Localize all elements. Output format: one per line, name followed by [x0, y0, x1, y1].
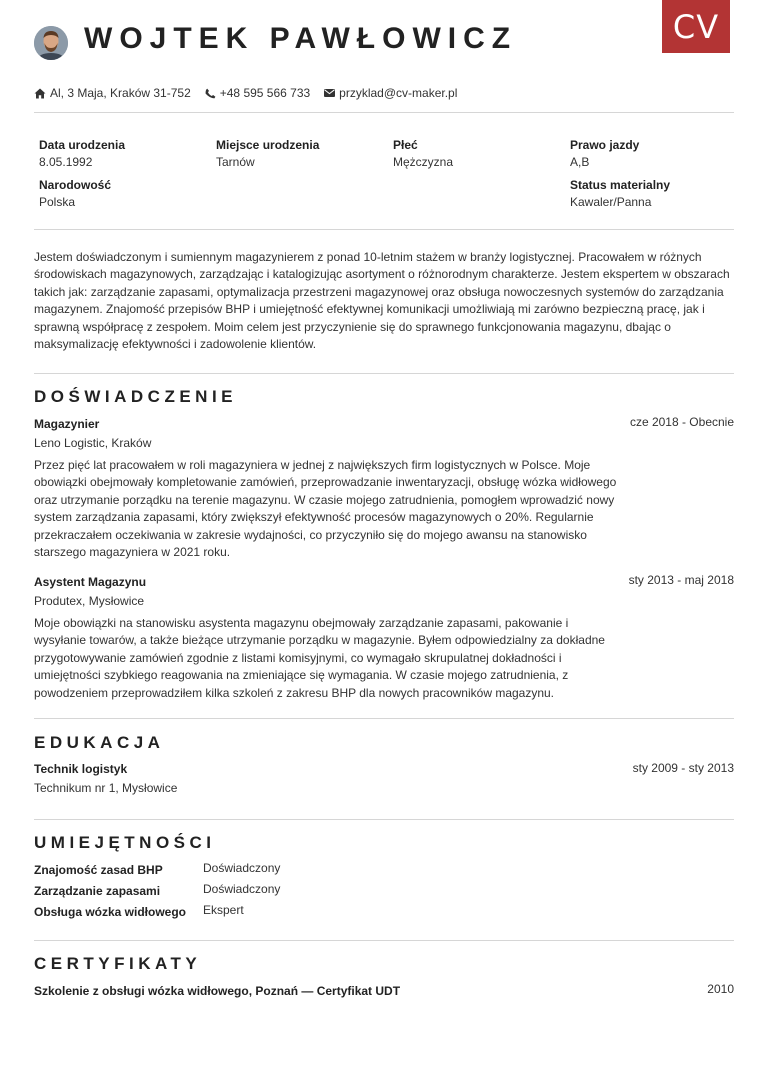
phone-text: +48 595 566 733 [219, 86, 311, 100]
section-title-certificates: CERTYFIKATY [34, 954, 202, 973]
phone-icon [205, 88, 216, 99]
info-value: Polska [39, 195, 76, 209]
education-date: sty 2009 - sty 2013 [632, 761, 734, 775]
avatar [34, 26, 68, 60]
candidate-name: WOJTEK PAWŁOWICZ [84, 22, 518, 55]
skill-level: Doświadczony [203, 861, 281, 875]
divider [34, 373, 734, 374]
info-label: Prawo jazdy [570, 138, 640, 152]
info-value: Kawaler/Panna [570, 195, 652, 209]
divider [34, 718, 734, 719]
info-label: Status materialny [570, 178, 671, 192]
address-text: Al, 3 Maja, Kraków 31-752 [50, 86, 191, 100]
info-nationality [39, 177, 111, 211]
info-birth-date [39, 137, 125, 171]
info-value: Mężczyzna [393, 155, 454, 169]
section-title-experience: DOŚWIADCZENIE [34, 387, 237, 406]
info-label: Płeć [393, 138, 418, 152]
info-value: 8.05.1992 [39, 155, 93, 169]
info-value: A,B [570, 155, 590, 169]
skill-level: Ekspert [203, 903, 244, 917]
info-label: Narodowość [39, 178, 112, 192]
info-label: Data urodzenia [39, 138, 126, 152]
section-title-education: EDUKACJA [34, 733, 165, 752]
info-value: Tarnów [216, 155, 255, 169]
divider [34, 940, 734, 941]
address-item [34, 86, 191, 100]
info-marital-status [570, 177, 670, 211]
job-title: Asystent Magazynu [34, 575, 147, 589]
job-company: Produtex, Mysłowice [34, 594, 145, 608]
certificate-date: 2010 [707, 982, 734, 996]
skill-name: Zarządzanie zapasami [34, 884, 161, 898]
mail-icon [324, 89, 335, 97]
education-school: Technikum nr 1, Mysłowice [34, 781, 178, 795]
divider [34, 112, 734, 113]
job-date: sty 2013 - maj 2018 [628, 573, 734, 587]
skill-level: Doświadczony [203, 882, 281, 896]
divider [34, 819, 734, 820]
cv-badge: CV [662, 0, 730, 53]
home-icon [34, 88, 46, 99]
section-title-skills: UMIEJĘTNOŚCI [34, 833, 216, 852]
email-link[interactable]: przyklad@cv-maker.pl [339, 86, 458, 100]
info-gender [393, 137, 453, 171]
skill-name: Znajomość zasad BHP [34, 863, 163, 877]
job-description: Moje obowiązki na stanowisku asystenta magazynu obejmowały zarządzanie zapasami, pakowanie i wysyłanie towarów, a także bieżące utrzymanie porządku w magazynie. Byłem odpowiedzialny za dokładne przygotowywanie zamówień zgodnie z listami komisyjnymi, co wymagało skrupulatnej dokładności i umiejętności szybkiego reagowania na zmieniające się wymagania. W czasie mojego zatrudnienia, z powodzeniem przeprowadziłem kilka szkoleń z zakresu BHP dla nowych pracowników magazynu. [34, 616, 605, 700]
certificate-name: Szkolenie z obsługi wózka widłowego, Poznań — Certyfikat UDT [34, 984, 401, 998]
phone-item [205, 86, 310, 100]
job-company: Leno Logistic, Kraków [34, 436, 152, 450]
profile-summary: Jestem doświadczonym i sumiennym magazynierem z ponad 10-letnim stażem w branży logistycznej. Pracowałem w różnych środowiskach magazynowych, zarządzając i katalogizując asortyment o różnorodnym charakterze. Jestem ekspertem w obszarach takich jak: zarządzanie zapasami, optymalizacja przestrzeni magazynowej oraz obsługa nowoczesnych systemów do zarządzania magazynem. Znajomość przepisów BHP i umiejętność efektywnej komunikacji umożliwiają mi zarówno bezpieczną pracę, jak i sprawną współpracę z zespołem. Moim celem jest przyczynienie się do sprawnego funkcjonowania magazynu, dbając o maksymalizację efektywności i zadowolenie klientów. [34, 250, 730, 352]
info-label: Miejsce urodzenia [216, 138, 320, 152]
skill-name: Obsługa wózka widłowego [34, 905, 187, 919]
job-description: Przez pięć lat pracowałem w roli magazyniera w jednej z największych firm logistycznych w Polsce. Moje obowiązki obejmowały kompletowanie zamówień, przeprowadzanie inwentaryzacji, obsługę wózka widłowego oraz utrzymanie porządku na terenie magazynu. W czasie mojego zatrudnienia, pomogłem wprowadzić nowy system zarządzania zapasami, który zwiększył efektywność procesów magazynowych o 20%. Regularnie przekraczałem oczekiwania w zakresie wydajności, co przyczyniło się do mojego awansu na stanowisko starszego magazyniera w 2021 roku. [34, 458, 617, 560]
info-driving-license [570, 137, 639, 171]
divider [34, 229, 734, 230]
info-birth-place [216, 137, 319, 171]
contact-bar [34, 86, 471, 100]
email-item[interactable] [324, 86, 457, 100]
job-title: Magazynier [34, 417, 100, 431]
job-date: cze 2018 - Obecnie [629, 415, 734, 429]
education-title: Technik logistyk [34, 762, 128, 776]
